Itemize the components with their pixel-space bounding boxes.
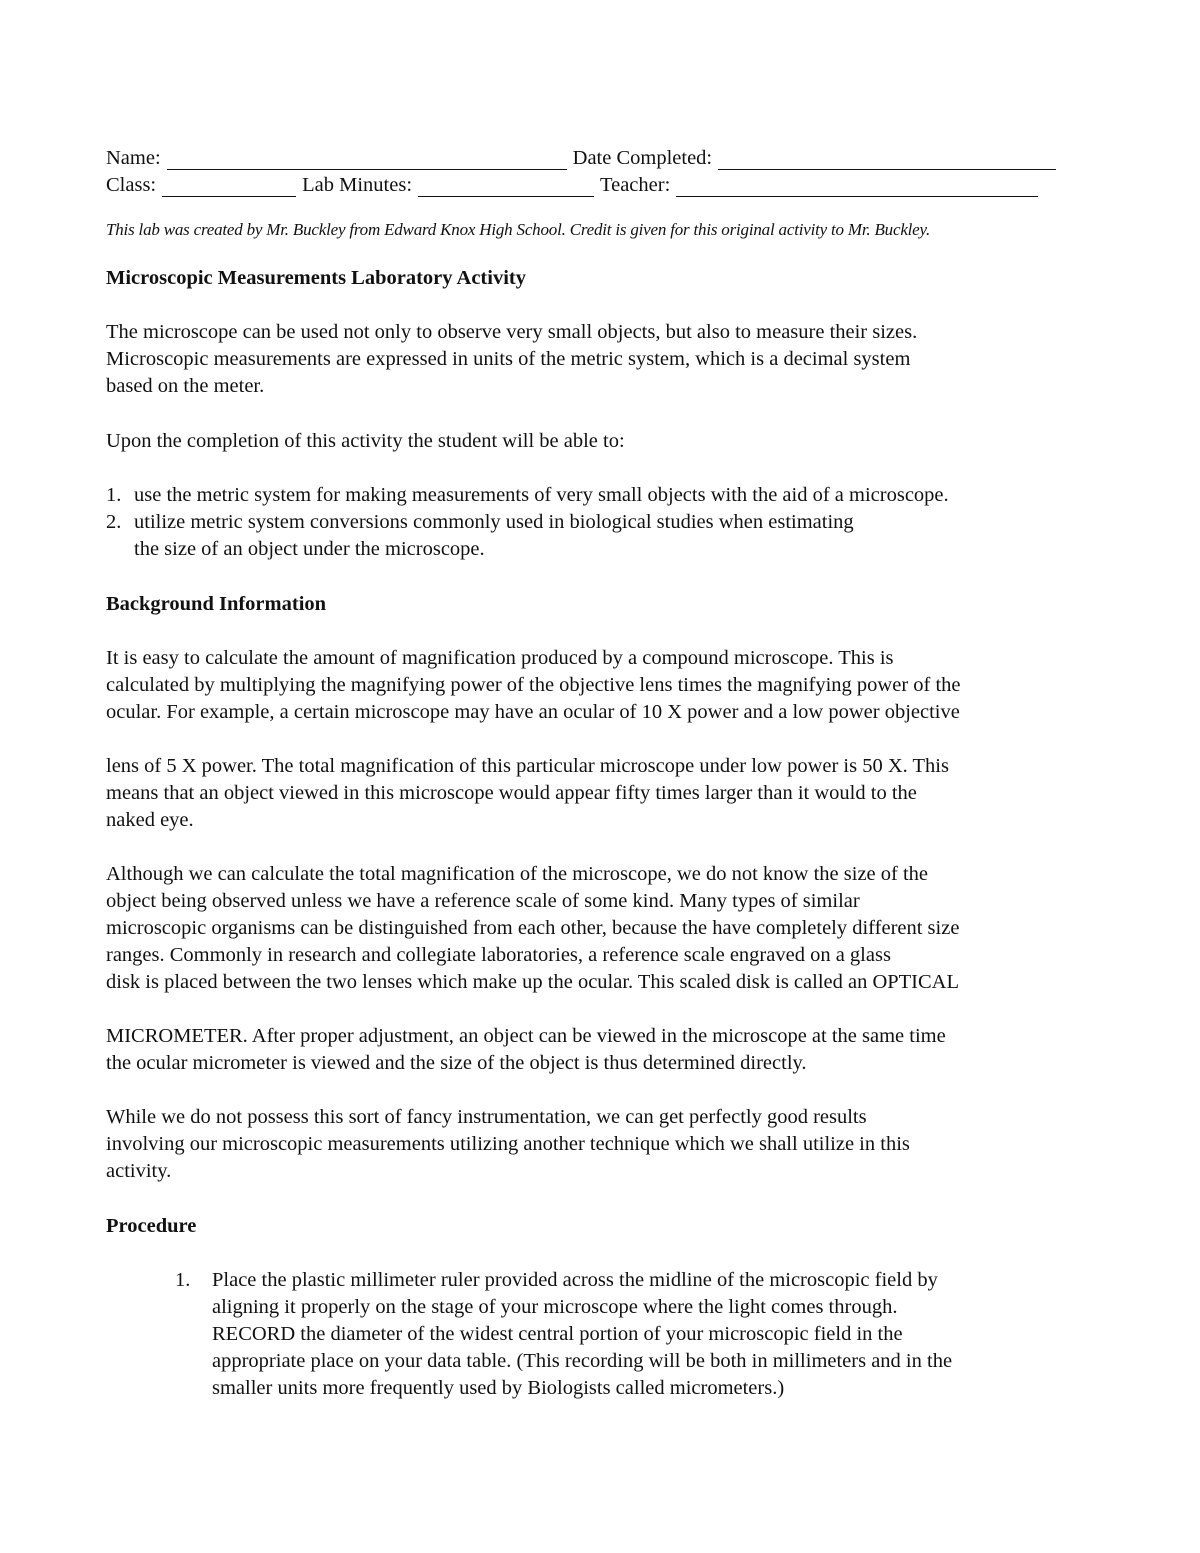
- paragraph-line: means that an object viewed in this microscope would appear fifty times larger than it would to the: [106, 782, 917, 804]
- intro-paragraph: [106, 319, 1106, 400]
- header-row-2: [106, 173, 1096, 197]
- objective-text: the size of an object under the microscope.: [134, 538, 485, 560]
- paragraph-line: lens of 5 X power. The total magnification of this particular microscope under low power is 50 X. This: [106, 755, 949, 777]
- background-paragraph: [106, 861, 1106, 996]
- procedure-step: [175, 1267, 952, 1402]
- paragraph-line: involving our microscopic measurements utilizing another technique which we shall utilize in this: [106, 1133, 910, 1155]
- intro-line: based on the meter.: [106, 375, 265, 397]
- step-text: RECORD the diameter of the widest central portion of your microscopic field in the: [212, 1323, 903, 1345]
- step-number: 1.: [175, 1269, 191, 1291]
- date-completed-field[interactable]: [718, 149, 1056, 170]
- paragraph-line: object being observed unless we have a reference scale of some kind. Many types of similar: [106, 890, 860, 912]
- objectives-intro: Upon the completion of this activity the student will be able to:: [106, 430, 625, 452]
- step-text: Place the plastic millimeter ruler provided across the midline of the microscopic field by: [212, 1269, 938, 1291]
- step-text: appropriate place on your data table. (This recording will be both in millimeters and in the: [212, 1350, 953, 1372]
- objective-text: utilize metric system conversions commonly used in biological studies when estimating: [134, 511, 854, 533]
- background-heading: Background Information: [106, 593, 327, 615]
- teacher-label: Teacher:: [600, 174, 671, 196]
- step-text: smaller units more frequently used by Biologists called micrometers.): [212, 1377, 785, 1399]
- teacher-field[interactable]: [676, 176, 1038, 197]
- lab-minutes-field[interactable]: [418, 176, 594, 197]
- paragraph-line: MICROMETER. After proper adjustment, an object can be viewed in the microscope at the same time: [106, 1025, 946, 1047]
- step-text: aligning it properly on the stage of your microscope where the light comes through.: [212, 1296, 898, 1318]
- name-label: Name:: [106, 147, 161, 169]
- paragraph-line: the ocular micrometer is viewed and the size of the object is thus determined directly.: [106, 1052, 807, 1074]
- procedure-steps: [175, 1267, 952, 1402]
- paragraph-line: microscopic organisms can be distinguished from each other, because the have completely different size: [106, 917, 960, 939]
- intro-line: The microscope can be used not only to observe very small objects, but also to measure their sizes.: [106, 321, 918, 343]
- objective-item: [106, 482, 949, 509]
- objective-number: 1.: [106, 484, 122, 506]
- header-row-1: [106, 146, 1096, 170]
- background-paragraph: [106, 1104, 1106, 1185]
- class-field[interactable]: [162, 176, 296, 197]
- date-completed-label: Date Completed:: [572, 147, 713, 169]
- paragraph-line: ocular. For example, a certain microscope may have an ocular of 10 X power and a low power objective: [106, 701, 960, 723]
- paragraph-line: calculated by multiplying the magnifying power of the objective lens times the magnifying power of the: [106, 674, 961, 696]
- objective-item: [106, 509, 949, 563]
- objective-text: use the metric system for making measurements of very small objects with the aid of a microscope.: [134, 484, 949, 506]
- paragraph-line: disk is placed between the two lenses which make up the ocular. This scaled disk is called an OPTICAL: [106, 971, 960, 993]
- activity-title: Microscopic Measurements Laboratory Activity: [106, 267, 526, 289]
- objectives-list: [106, 482, 949, 563]
- lab-minutes-label: Lab Minutes:: [302, 174, 413, 196]
- background-paragraph: [106, 753, 1106, 834]
- paragraph-line: It is easy to calculate the amount of magnification produced by a compound microscope. This is: [106, 647, 894, 669]
- paragraph-line: naked eye.: [106, 809, 194, 831]
- paragraph-line: ranges. Commonly in research and collegiate laboratories, a reference scale engraved on a glass: [106, 944, 891, 966]
- background-paragraph: [106, 1023, 1106, 1077]
- credit-note: This lab was created by Mr. Buckley from Edward Knox High School. Credit is given for this original activity to Mr. Buckley.: [106, 220, 930, 239]
- paragraph-line: While we do not possess this sort of fancy instrumentation, we can get perfectly good results: [106, 1106, 867, 1128]
- paragraph-line: Although we can calculate the total magnification of the microscope, we do not know the size of the: [106, 863, 929, 885]
- procedure-heading: Procedure: [106, 1215, 197, 1237]
- objective-number: 2.: [106, 511, 122, 533]
- name-field[interactable]: [167, 149, 567, 170]
- paragraph-line: activity.: [106, 1160, 172, 1182]
- background-paragraph: [106, 645, 1106, 726]
- intro-line: Microscopic measurements are expressed in units of the metric system, which is a decimal system: [106, 348, 911, 370]
- class-label: Class:: [106, 174, 157, 196]
